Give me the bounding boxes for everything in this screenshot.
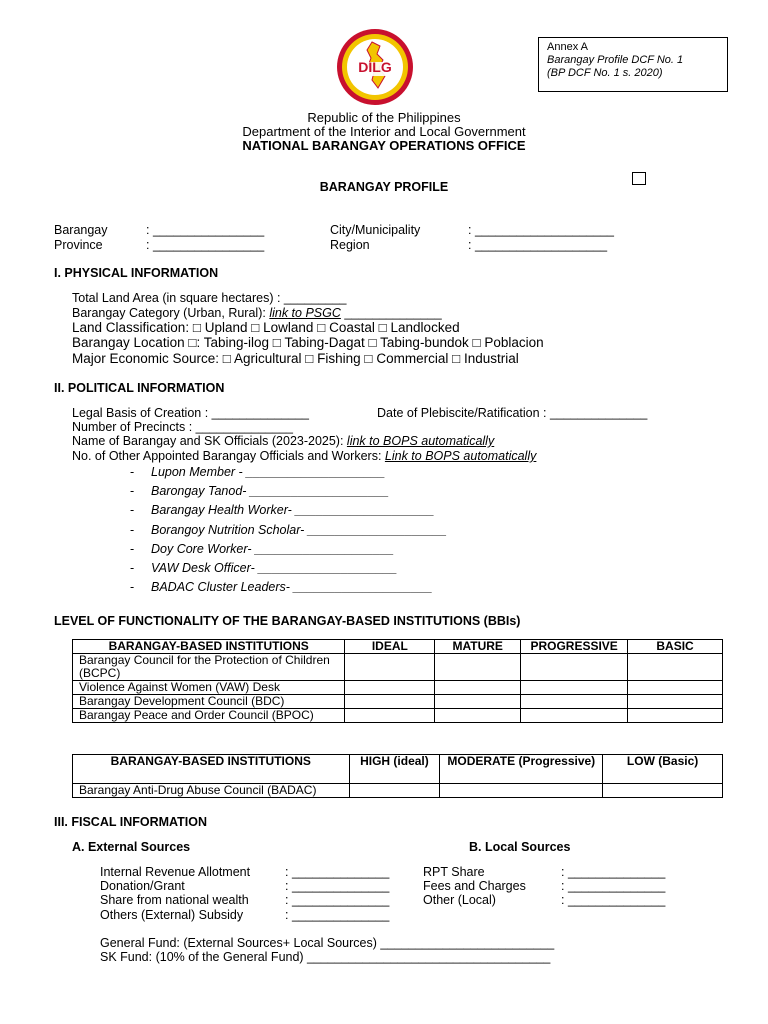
- list-bullet: -: [130, 542, 135, 556]
- worker-vaw[interactable]: VAW Desk Officer- ____________________: [151, 561, 398, 575]
- row-label-badac: Barangay Anti-Drug Abuse Council (BADAC): [73, 784, 350, 798]
- cell-input[interactable]: [345, 695, 435, 709]
- national-wealth-label: Share from national wealth: [100, 893, 249, 907]
- table-row: [73, 681, 723, 695]
- worker-daycare[interactable]: Doy Core Worker- ____________________: [151, 542, 394, 556]
- header-department: Department of the Interior and Local Government: [242, 124, 526, 139]
- list-bullet: -: [130, 561, 135, 575]
- row-label-bdc: Barangay Development Council (BDC): [73, 695, 345, 709]
- table-row: [73, 654, 723, 681]
- local-sources-heading: B. Local Sources: [469, 840, 571, 854]
- ira-field[interactable]: : ______________: [285, 865, 390, 879]
- cell-input[interactable]: [440, 784, 603, 798]
- cell-input[interactable]: [435, 654, 521, 681]
- general-fund-field[interactable]: General Fund: (External Sources+ Local Sources) _________________________: [100, 936, 555, 950]
- functionality-heading: LEVEL OF FUNCTIONALITY OF THE BARANGAY-BASED INSTITUTIONS (BBIs): [54, 614, 521, 628]
- cell-input[interactable]: [435, 695, 521, 709]
- fees-label: Fees and Charges: [423, 879, 526, 893]
- worker-health[interactable]: Barangay Health Worker- ____________________: [151, 503, 435, 517]
- cell-input[interactable]: [603, 784, 723, 798]
- officials-bops-link[interactable]: link to BOPS automatically: [346, 434, 495, 448]
- worker-lupon[interactable]: Lupon Member - ____________________: [151, 465, 386, 479]
- province-label: Province: [54, 238, 103, 252]
- donation-label: Donation/Grant: [100, 879, 185, 893]
- table-row: [73, 784, 723, 798]
- land-classification[interactable]: Land Classification: □ Upland □ Lowland □ Coastal □ Landlocked: [72, 320, 460, 335]
- donation-field[interactable]: : ______________: [285, 879, 390, 893]
- cell-input[interactable]: [521, 654, 628, 681]
- col-header-high: HIGH (ideal): [349, 755, 440, 784]
- precincts-field[interactable]: Number of Precincts : ______________: [72, 420, 293, 434]
- economic-source[interactable]: Major Economic Source: □ Agricultural □ Fishing □ Commercial □ Industrial: [72, 351, 519, 366]
- officials-label: Name of Barangay and SK Officials (2023-2025):: [72, 434, 347, 448]
- cell-input[interactable]: [521, 695, 628, 709]
- appointed-line: [72, 449, 536, 463]
- barangay-location[interactable]: Barangay Location □: Tabing-ilog □ Tabing-Dagat □ Tabing-bundok □ Poblacion: [72, 335, 544, 350]
- external-sources-heading: A. External Sources: [72, 840, 191, 854]
- col-header-institutions: BARANGAY-BASED INSTITUTIONS: [73, 640, 345, 654]
- physical-heading: I. PHYSICAL INFORMATION: [54, 266, 219, 280]
- plebiscite-field[interactable]: Date of Plebiscite/Ratification : ______________: [377, 406, 648, 420]
- cell-input[interactable]: [521, 681, 628, 695]
- annex-form-number: Barangay Profile DCF No. 1: [547, 54, 684, 66]
- appointed-bops-link[interactable]: Link to BOPS automatically: [384, 449, 537, 463]
- table-header-row: [73, 755, 723, 784]
- annex-box: [538, 37, 728, 92]
- page-title: BARANGAY PROFILE: [319, 180, 449, 194]
- table-row: [73, 709, 723, 723]
- cell-input[interactable]: [628, 695, 723, 709]
- row-label-bpoc: Barangay Peace and Order Council (BPOC): [73, 709, 345, 723]
- city-label: City/Municipality: [330, 223, 421, 237]
- dilg-logo: [336, 28, 414, 106]
- barangay-field[interactable]: : ________________: [146, 223, 265, 237]
- table-header-row: [73, 640, 723, 654]
- land-area-field[interactable]: Total Land Area (in square hectares) : _________: [72, 291, 347, 305]
- rpt-field[interactable]: : ______________: [561, 865, 666, 879]
- political-heading: II. POLITICAL INFORMATION: [54, 381, 225, 395]
- worker-badac[interactable]: BADAC Cluster Leaders- ____________________: [151, 580, 433, 594]
- other-local-field[interactable]: : ______________: [561, 893, 666, 907]
- list-bullet: -: [130, 523, 135, 537]
- header-office: NATIONAL BARANGAY OPERATIONS OFFICE: [242, 138, 526, 153]
- region-label: Region: [330, 238, 370, 252]
- province-field[interactable]: : ________________: [146, 238, 265, 252]
- bbi-table: [72, 639, 723, 723]
- list-bullet: -: [130, 580, 135, 594]
- badac-table: [72, 754, 723, 798]
- row-label-vaw: Violence Against Women (VAW) Desk: [73, 681, 345, 695]
- cell-input[interactable]: [628, 709, 723, 723]
- col-header-institutions: BARANGAY-BASED INSTITUTIONS: [73, 755, 350, 784]
- cell-input[interactable]: [628, 681, 723, 695]
- col-header-basic: BASIC: [628, 640, 723, 654]
- profile-checkbox[interactable]: [632, 172, 646, 185]
- cell-input[interactable]: [349, 784, 440, 798]
- appointed-label: No. of Other Appointed Barangay Officials and Workers:: [72, 449, 385, 463]
- city-field[interactable]: : ____________________: [468, 223, 614, 237]
- cell-input[interactable]: [345, 681, 435, 695]
- logo-text: DILG: [358, 59, 392, 75]
- col-header-progressive: PROGRESSIVE: [521, 640, 628, 654]
- cell-input[interactable]: [628, 654, 723, 681]
- national-wealth-field[interactable]: : ______________: [285, 893, 390, 907]
- worker-tanod[interactable]: Barongay Tanod- ____________________: [151, 484, 389, 498]
- cell-input[interactable]: [345, 654, 435, 681]
- col-header-moderate: MODERATE (Progressive): [440, 755, 603, 784]
- subsidy-field[interactable]: : ______________: [285, 908, 390, 922]
- subsidy-label: Others (External) Subsidy: [100, 908, 244, 922]
- psgc-link[interactable]: link to PSGC: [269, 306, 341, 320]
- cell-input[interactable]: [435, 709, 521, 723]
- fiscal-heading: III. FISCAL INFORMATION: [54, 815, 208, 829]
- col-header-ideal: IDEAL: [345, 640, 435, 654]
- region-field[interactable]: : ___________________: [468, 238, 608, 252]
- legal-basis-field[interactable]: Legal Basis of Creation : ______________: [72, 406, 309, 420]
- cell-input[interactable]: [521, 709, 628, 723]
- list-bullet: -: [130, 503, 135, 517]
- fees-field[interactable]: : ______________: [561, 879, 666, 893]
- category-blank[interactable]: ______________: [340, 306, 442, 320]
- worker-nutrition[interactable]: Borangoy Nutrition Scholar- ____________________: [151, 523, 447, 537]
- rpt-label: RPT Share: [423, 865, 485, 879]
- cell-input[interactable]: [345, 709, 435, 723]
- ira-label: Internal Revenue Allotment: [100, 865, 251, 879]
- list-bullet: -: [130, 484, 135, 498]
- barangay-label: Barangay: [54, 223, 108, 237]
- sk-fund-field[interactable]: SK Fund: (10% of the General Fund) ___________________________________: [100, 950, 551, 964]
- officials-line: [72, 434, 494, 448]
- other-local-label: Other (Local): [423, 893, 496, 907]
- category-label: Barangay Category (Urban, Rural):: [72, 306, 270, 320]
- annex-series: (BP DCF No. 1 s. 2020): [547, 67, 663, 79]
- col-header-mature: MATURE: [435, 640, 521, 654]
- row-label-bcpc: Barangay Council for the Protection of Children (BCPC): [73, 654, 345, 681]
- table-row: [73, 695, 723, 709]
- barangay-category: [72, 306, 442, 320]
- header-republic: Republic of the Philippines: [307, 110, 461, 125]
- col-header-low: LOW (Basic): [603, 755, 723, 784]
- list-bullet: -: [130, 465, 135, 479]
- cell-input[interactable]: [435, 681, 521, 695]
- annex-title: Annex A: [547, 41, 588, 53]
